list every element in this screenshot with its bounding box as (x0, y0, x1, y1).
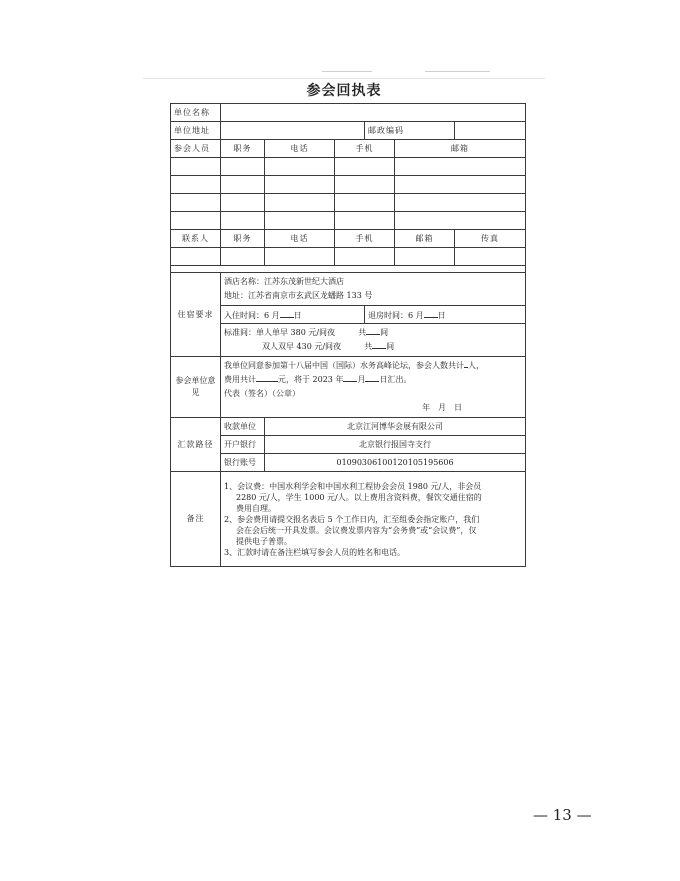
header-mark (425, 71, 490, 72)
bank-value: 北京银行报国寺支行 (265, 436, 526, 454)
remark-item-3: 3、汇款时请在备注栏填写参会人员的姓名和电话。 (224, 547, 406, 557)
remark-item-2-cont: 提供电子普票。 (236, 536, 292, 546)
checkout-prefix: 退房时间：6 月 (368, 310, 424, 320)
checkin-prefix: 入住时间：6 月 (224, 310, 280, 320)
room-single-total-prefix: 共 (358, 328, 367, 337)
opinion-date: 年 月 日 (422, 403, 463, 412)
col-mobile: 手机 (335, 140, 395, 158)
remarks-label: 备注 (171, 472, 221, 567)
opinion-content (221, 357, 526, 418)
pay-month-blank[interactable] (343, 373, 357, 382)
contact-phone-cell[interactable] (265, 248, 335, 266)
attendee-phone-cell[interactable] (265, 158, 335, 176)
remarks-content (221, 472, 526, 567)
contact-name-cell[interactable] (171, 248, 221, 266)
attendee-mobile-cell[interactable] (335, 176, 395, 194)
attendee-email-cell[interactable] (395, 194, 526, 212)
bank-label: 开户银行 (221, 436, 265, 454)
payee-value: 北京江河博华会展有限公司 (265, 418, 526, 436)
hotel-name: 酒店名称：江苏东茂新世纪大酒店 (224, 277, 344, 286)
remark-item-1-cont: 费用自理。 (236, 503, 276, 513)
registration-table (170, 103, 526, 567)
header-rule (143, 78, 545, 79)
contact-col-fax: 传真 (455, 230, 526, 248)
postcode-label: 邮政编码 (365, 122, 455, 140)
attendee-row (171, 212, 526, 230)
opinion-line1-end: 人， (468, 361, 484, 370)
attendee-row (171, 194, 526, 212)
hotel-address: 地址：江苏省南京市玄武区龙蟠路 133 号 (224, 291, 373, 300)
attendee-mobile-cell[interactable] (335, 158, 395, 176)
room-types (221, 324, 526, 357)
payee-label: 收款单位 (221, 418, 265, 436)
room-double-total-suffix: 间 (386, 342, 395, 351)
room-single-total-suffix: 间 (380, 328, 389, 337)
checkin-day-blank[interactable] (280, 309, 294, 318)
lodging-dates-row (171, 306, 526, 324)
account-row (171, 454, 526, 472)
lodging-hotel-row (171, 273, 526, 306)
hotel-info (221, 273, 526, 306)
contact-label: 联系人 (171, 230, 221, 248)
opinion-line2-end: 日汇出。 (379, 375, 412, 384)
pay-day-blank[interactable] (365, 373, 379, 382)
opinion-line1-text: 我单位同意参加第十八届中国（国际）水务高峰论坛，参会人数共计 (224, 361, 464, 370)
account-label: 银行账号 (221, 454, 265, 472)
attendee-row (171, 176, 526, 194)
attendee-row (171, 158, 526, 176)
col-position: 职务 (221, 140, 265, 158)
attendee-name-cell[interactable] (171, 212, 221, 230)
room-double-total-prefix: 共 (364, 342, 373, 351)
unit-name-field[interactable] (221, 104, 526, 122)
opinion-label: 参会单位意见 (171, 357, 221, 418)
unit-address-label: 单位地址 (171, 122, 221, 140)
payee-row (171, 418, 526, 436)
spacer-cell (171, 266, 526, 273)
attendee-mobile-cell[interactable] (335, 194, 395, 212)
attendee-name-cell[interactable] (171, 158, 221, 176)
attendee-position-cell[interactable] (221, 176, 265, 194)
contact-col-position: 职务 (221, 230, 265, 248)
checkin-suffix: 日 (293, 310, 302, 320)
opinion-row (171, 357, 526, 418)
attendee-name-cell[interactable] (171, 176, 221, 194)
checkout-day-blank[interactable] (424, 309, 438, 318)
attendee-header-row (171, 140, 526, 158)
attendees-label: 参会人员 (171, 140, 221, 158)
unit-address-row (171, 122, 526, 140)
attendee-mobile-cell[interactable] (335, 212, 395, 230)
contact-email-cell[interactable] (395, 248, 455, 266)
contact-position-cell[interactable] (221, 248, 265, 266)
attendee-phone-cell[interactable] (265, 212, 335, 230)
remark-item-1: 1、会议费：中国水利学会和中国水利工程协会会员 1980 元/人，非会员 (224, 481, 482, 491)
unit-address-field[interactable] (221, 122, 365, 140)
payment-label: 汇款路径 (171, 418, 221, 472)
attendee-phone-cell[interactable] (265, 176, 335, 194)
spacer-row (171, 266, 526, 273)
contact-col-phone: 电话 (265, 230, 335, 248)
col-phone: 电话 (265, 140, 335, 158)
unit-name-row (171, 104, 526, 122)
opinion-line2-month: 月 (357, 375, 366, 384)
lodging-label: 住宿要求 (171, 273, 221, 357)
room-single (224, 326, 522, 340)
contact-fax-cell[interactable] (455, 248, 526, 266)
contact-col-email: 邮箱 (395, 230, 455, 248)
attendee-email-cell[interactable] (395, 212, 526, 230)
lodging-rooms-row (171, 324, 526, 357)
remarks-row (171, 472, 526, 567)
room-double-count-blank[interactable] (372, 340, 386, 349)
header-mark (322, 71, 372, 72)
attendee-email-cell[interactable] (395, 176, 526, 194)
contact-col-mobile: 手机 (335, 230, 395, 248)
col-email: 邮箱 (395, 140, 526, 158)
checkout-cell[interactable] (365, 306, 526, 324)
room-double (224, 340, 522, 354)
remark-item-2-cont: 会在会后统一开具发票。会议费发票内容为“会务费”或“会议费”，仅 (236, 525, 477, 535)
opinion-line2-text: 费用共计 (224, 375, 256, 384)
contact-row (171, 248, 526, 266)
postcode-field[interactable] (455, 122, 526, 140)
opinion-line2 (224, 373, 522, 387)
remark-item-2: 2、参会费用请提交报名表后 5 个工作日内，汇至组委会指定账户，我们 (224, 514, 480, 524)
attendee-position-cell[interactable] (221, 194, 265, 212)
fee-amount-blank[interactable] (256, 373, 278, 382)
room-single-count-blank[interactable] (366, 326, 380, 335)
checkin-cell[interactable] (221, 306, 365, 324)
checkout-suffix: 日 (437, 310, 446, 320)
attendee-email-cell[interactable] (395, 158, 526, 176)
room-double-label: 双人双早 430 元/间夜 (262, 342, 342, 351)
opinion-line1 (224, 359, 522, 373)
attendee-position-cell[interactable] (221, 158, 265, 176)
attendee-name-cell[interactable] (171, 194, 221, 212)
contact-header-row (171, 230, 526, 248)
contact-mobile-cell[interactable] (335, 248, 395, 266)
room-single-label: 标准间：单人单早 380 元/间夜 (224, 328, 336, 337)
account-value: 01090306100120105195606 (265, 454, 526, 472)
opinion-line2-year: 元，将于 2023 年 (278, 375, 344, 384)
opinion-signature: 代表（签名）（公章） (224, 389, 300, 398)
page-number: — 13 — (533, 806, 592, 824)
attendee-phone-cell[interactable] (265, 194, 335, 212)
bank-row (171, 436, 526, 454)
form-title: 参会回执表 (306, 83, 382, 99)
unit-name-label: 单位名称 (171, 104, 221, 122)
remark-item-1-cont: 2280 元/人，学生 1000 元/人。以上费用含资料费，餐饮交通住宿的 (236, 492, 482, 502)
attendee-position-cell[interactable] (221, 212, 265, 230)
